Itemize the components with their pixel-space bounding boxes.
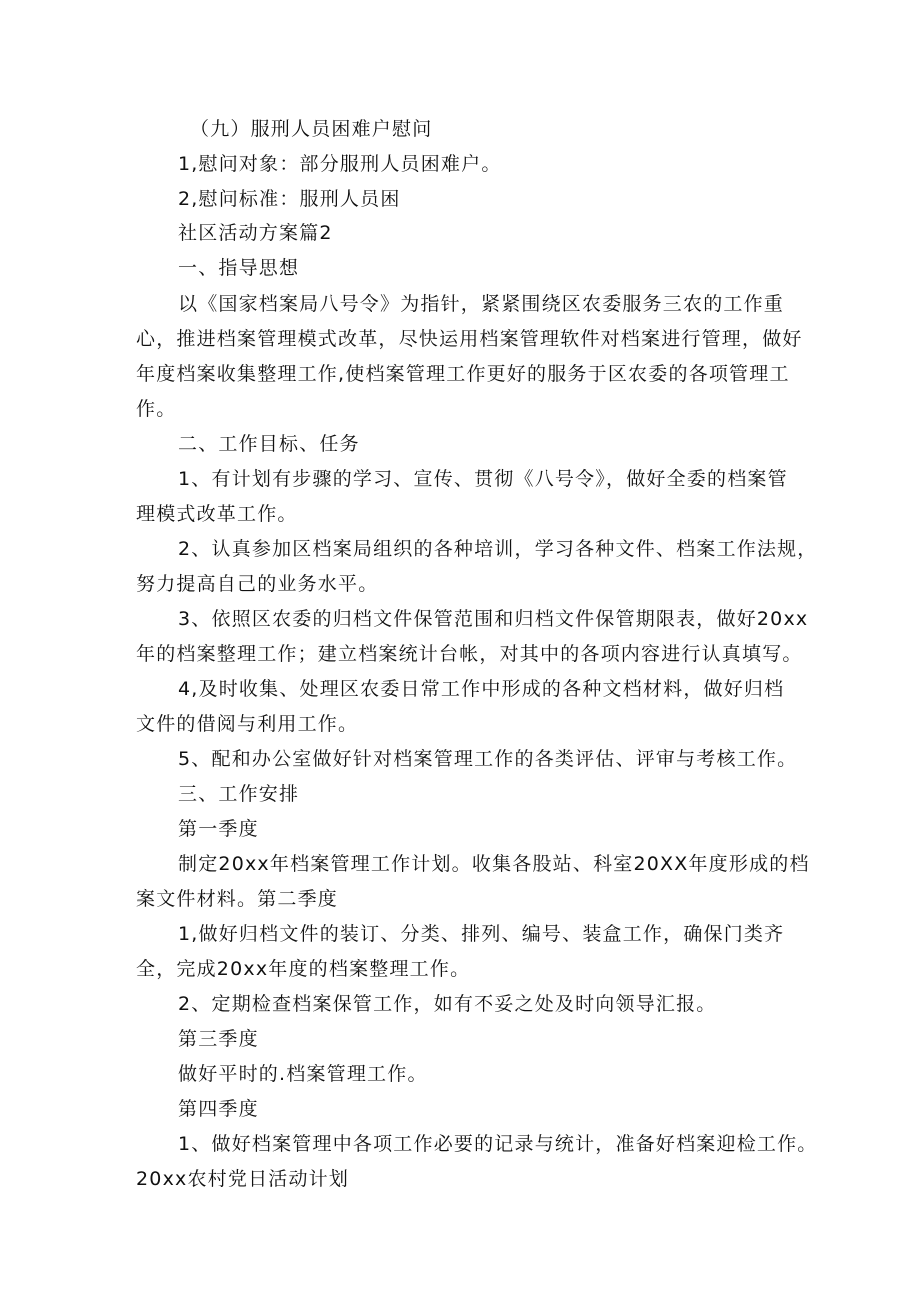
paragraph-line: 案文件材料。第二季度 bbox=[136, 888, 339, 910]
paragraph-line: 4,及时收集、处理区农委日常工作中形成的各种文档材料，做好归档 bbox=[178, 678, 785, 700]
paragraph-line: 制定20xx年档案管理工作计划。收集各股站、科室20XX年度形成的档 bbox=[178, 853, 810, 875]
paragraph-line: 1,做好归档文件的装订、分类、排列、编号、装盒工作，确保门类齐 bbox=[178, 923, 785, 945]
paragraph-line: 2、定期检查档案保管工作，如有不妥之处及时向领导汇报。 bbox=[178, 993, 717, 1015]
paragraph-line: 全，完成20xx年度的档案整理工作。 bbox=[136, 958, 471, 980]
paragraph-line: 1、有计划有步骤的学习、宣传、贯彻《八号令》，做好全委的档案管 bbox=[178, 468, 788, 490]
paragraph-line: 年的档案整理工作；建立档案统计台帐，对其中的各项内容进行认真填写。 bbox=[136, 643, 803, 665]
paragraph-line: 1、做好档案管理中各项工作必要的记录与统计，准备好档案迎检工作。 bbox=[178, 1133, 818, 1155]
paragraph-line: 2,慰问标准：服刑人员困 bbox=[178, 188, 401, 210]
paragraph-line: 做好平时的.档案管理工作。 bbox=[178, 1063, 428, 1085]
quarter-heading: 第三季度 bbox=[178, 1028, 259, 1050]
paragraph-line: 以《国家档案局八号令》为指针，紧紧围绕区农委服务三农的工作重 bbox=[178, 293, 785, 315]
paragraph-line: 文件的借阅与利用工作。 bbox=[136, 713, 359, 735]
section-heading-3: 三、工作安排 bbox=[178, 783, 300, 805]
paragraph-line: 理模式改革工作。 bbox=[136, 503, 298, 525]
paragraph-line: 心，推进档案管理模式改革，尽快运用档案管理软件对档案进行管理，做好 bbox=[136, 328, 803, 350]
paragraph-line: 年度档案收集整理工作,使档案管理工作更好的服务于区农委的各项管理工 bbox=[136, 363, 790, 385]
paragraph-line: 2、认真参加区档案局组织的各种培训，学习各种文件、档案工作法规， bbox=[178, 538, 818, 560]
section-heading-9: （九）服刑人员困难户慰问 bbox=[190, 118, 433, 140]
paragraph-line: 1,慰问对象：部分服刑人员困难户。 bbox=[178, 153, 502, 175]
paragraph-line: 3、依照区农委的归档文件保管范围和归档文件保管期限表，做好20xx bbox=[178, 608, 809, 630]
paragraph-line: 5、配和办公室做好针对档案管理工作的各类评估、评审与考核工作。 bbox=[178, 748, 798, 770]
section-heading-2: 二、工作目标、任务 bbox=[178, 433, 360, 455]
paragraph-line: 作。 bbox=[136, 398, 177, 420]
quarter-heading: 第四季度 bbox=[178, 1098, 259, 1120]
next-section-title: 20xx农村党日活动计划 bbox=[136, 1168, 350, 1190]
paragraph-line: 努力提高自己的业务水平。 bbox=[136, 573, 379, 595]
quarter-heading: 第一季度 bbox=[178, 818, 259, 840]
section-title: 社区活动方案篇2 bbox=[178, 222, 333, 244]
section-heading-1: 一、指导思想 bbox=[178, 257, 300, 279]
